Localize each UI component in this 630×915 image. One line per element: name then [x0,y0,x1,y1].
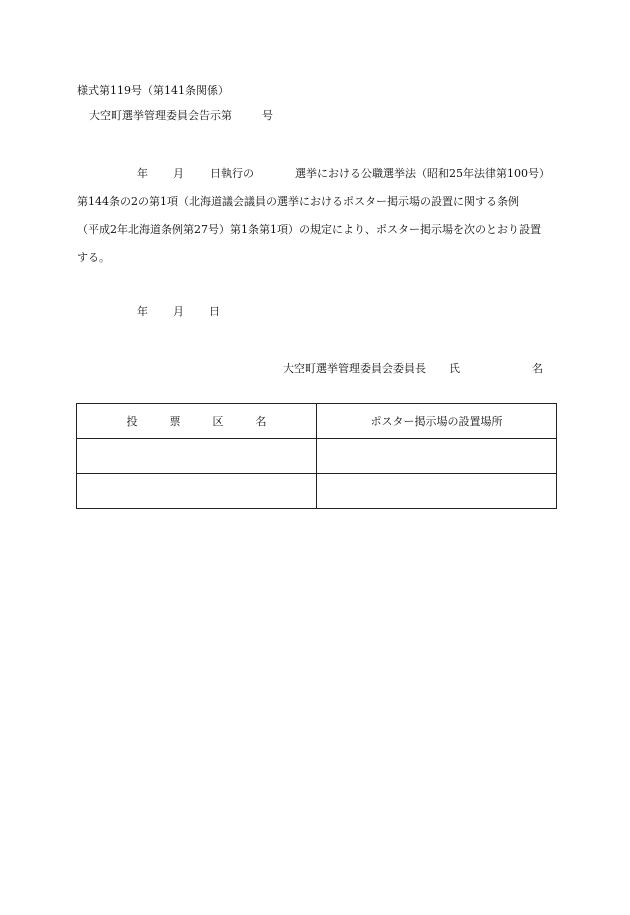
header-district-name [77,404,317,439]
table-header-row [77,404,557,439]
notice-number-prefix: 大空町選挙管理委員会告示第 [89,109,232,122]
issue-date-month: 月 [173,305,184,318]
body-line-4: する。 [77,251,110,264]
body-day-exec: 日執行の [210,167,254,180]
issue-date-year: 年 [137,305,148,318]
header-district-char: 区 [212,415,224,428]
header-location: ポスター掲示場の設置場所 [317,404,557,439]
header-district-char: 票 [169,415,181,428]
form-label: 様式第119号（第141条関係） [77,84,229,97]
district-cell [77,439,317,474]
issue-date-day: 日 [209,305,220,318]
body-line-1 [77,160,557,188]
location-cell [317,439,557,474]
header-district-char: 名 [255,415,267,428]
signer-surname: 氏 [449,362,460,375]
body-line-3: （平成2年北海道条例第27号）第1条第1項）の規定により、ポスター掲示場を次のとおり設置 [77,223,541,236]
body-line-1-rest: 選挙における公職選挙法（昭和25年法律第100号） [295,167,550,180]
notice-number-suffix: 号 [262,109,273,122]
body-month: 月 [173,167,184,180]
table-row [77,474,557,509]
district-cell [77,474,317,509]
body-line-2: 第144条の2の第1項（北海道議会議員の選挙におけるポスター掲示場の設置に関する条例 [77,195,519,208]
header-district-char: 投 [126,415,138,428]
notice-number [89,108,273,124]
location-cell [317,474,557,509]
poster-location-table [76,403,557,509]
signer-given: 名 [532,362,543,375]
table-row [77,439,557,474]
notice-body [77,160,557,272]
body-year: 年 [137,167,148,180]
issue-date [137,304,220,320]
signer-title: 大空町選挙管理委員会委員長 [283,362,426,375]
signer [283,361,543,377]
